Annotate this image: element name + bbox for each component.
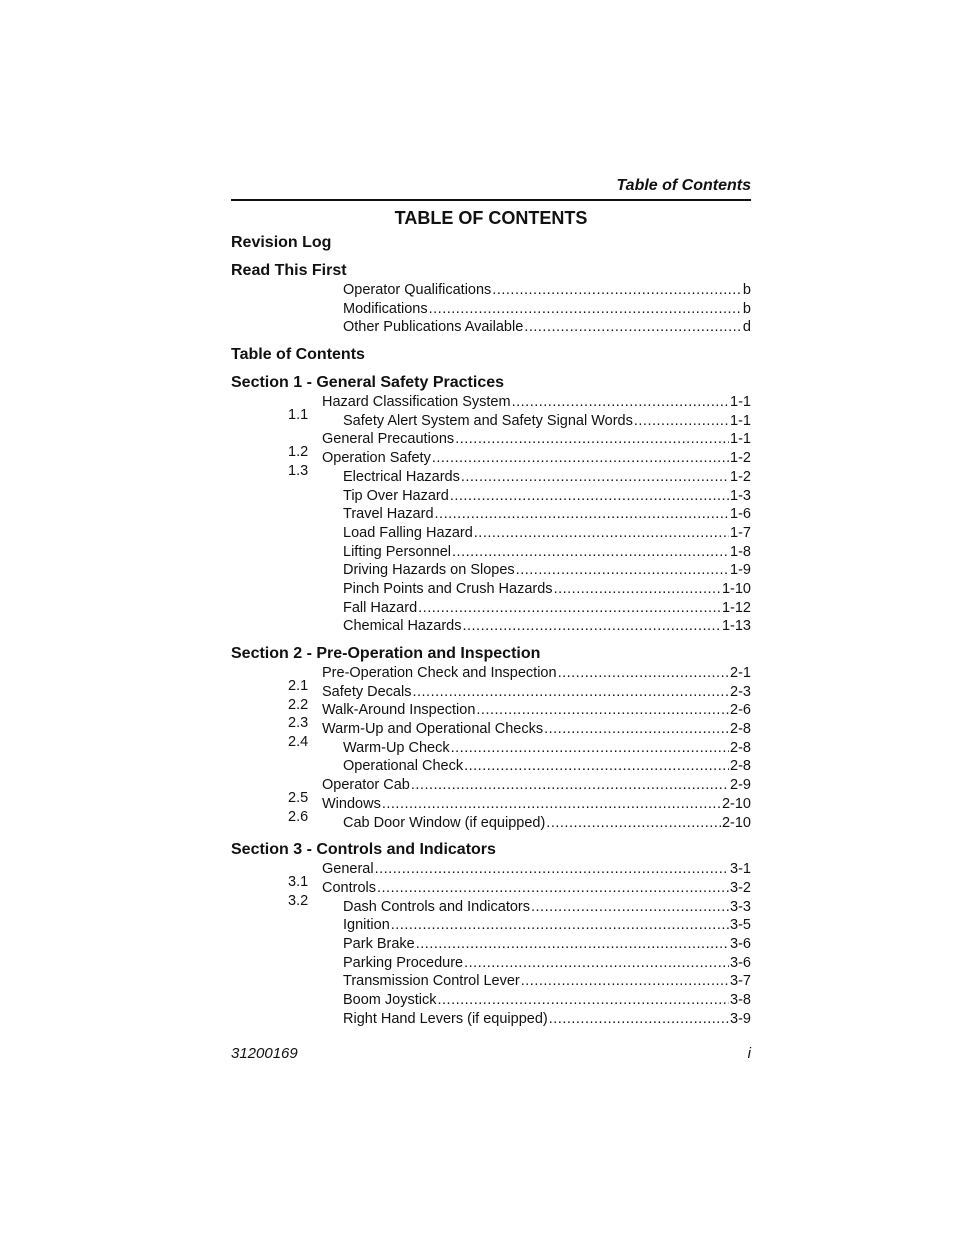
toc-entry-page: 1-1: [730, 412, 751, 429]
toc-entry-title: Transmission Control Lever: [343, 973, 520, 990]
document-number: 31200169: [231, 1045, 298, 1062]
toc-entry-title: Parking Procedure: [343, 954, 464, 971]
dot-leader: [391, 916, 729, 935]
dot-leader: [546, 814, 721, 833]
header-rule: [231, 199, 751, 201]
page-number: i: [747, 1045, 751, 1062]
toc-page: [231, 0, 751, 1235]
toc-entry-page: 1-13: [721, 618, 751, 635]
toc-entry-page: 1-2: [730, 468, 751, 485]
toc-entry-page: 2-8: [730, 721, 751, 738]
toc-entry-page: 1-3: [730, 487, 751, 504]
toc-group-heading[interactable]: Section 1 - General Safety Practices: [231, 374, 505, 392]
toc-entry[interactable]: [231, 318, 751, 337]
toc-entry[interactable]: [231, 561, 751, 580]
toc-entry-page: 1-6: [730, 506, 751, 523]
toc-entry-title: Dash Controls and Indicators: [343, 898, 530, 915]
toc-entry-page: 2-8: [730, 739, 751, 756]
dot-leader: [554, 580, 721, 599]
dot-leader: [464, 757, 729, 776]
toc-entry-title: Pinch Points and Crush Hazards: [343, 580, 553, 597]
toc-entry[interactable]: [231, 599, 751, 618]
toc-group-heading[interactable]: Revision Log: [231, 234, 332, 251]
toc-group: [231, 373, 751, 636]
toc-group-heading[interactable]: Read This First: [231, 262, 347, 279]
toc-entry-title: General Precautions: [322, 431, 455, 448]
toc-entry-page: 3-7: [730, 973, 751, 990]
dot-leader: [558, 664, 729, 683]
page-title: TABLE OF CONTENTS: [394, 208, 588, 228]
dot-leader: [437, 991, 729, 1010]
toc-entry-number: 1.3: [288, 463, 309, 480]
toc-entry-page: 2-6: [730, 702, 751, 719]
toc-entry-page: 1-8: [730, 543, 751, 560]
toc-entry[interactable]: [231, 954, 751, 973]
toc-entry-number: 3.1: [288, 874, 309, 891]
toc-entry-page: 3-8: [730, 992, 751, 1008]
toc-entry-number: 2.2: [288, 696, 309, 713]
toc-entry[interactable]: [231, 468, 751, 487]
toc-group: [231, 233, 751, 253]
toc-entry-page: 1-1: [730, 431, 751, 448]
toc-entry-number: 1.2: [288, 444, 309, 461]
dot-leader: [464, 954, 729, 973]
dot-leader: [411, 776, 729, 795]
toc-group-heading[interactable]: Table of Contents: [231, 346, 365, 364]
toc-entry[interactable]: [231, 814, 751, 833]
dot-leader: [492, 281, 742, 300]
toc-entry-title: Lifting Personnel: [343, 543, 452, 560]
toc-entry-title: Electrical Hazards: [343, 468, 460, 485]
toc-entry-page: 2-10: [721, 795, 751, 812]
toc-entry-page: 2-1: [730, 665, 751, 681]
dot-leader: [461, 468, 729, 487]
toc-entry-number: 1.1: [288, 407, 309, 424]
dot-leader: [462, 617, 721, 636]
dot-leader: [474, 524, 729, 543]
toc-group: [231, 840, 751, 1028]
toc-entry-number: 2.5: [288, 790, 309, 807]
dot-leader: [377, 879, 729, 898]
toc-entry-title: Controls: [322, 879, 376, 896]
toc-entry[interactable]: [231, 412, 751, 431]
toc-entry-title: Travel Hazard: [343, 506, 434, 523]
toc-entry-page: 2-10: [721, 814, 751, 831]
toc-entry-page: 3-3: [730, 898, 751, 915]
toc-entry-title: Load Falling Hazard: [343, 524, 473, 541]
toc-entry-title: Pre-Operation Check and Inspection: [322, 665, 557, 681]
toc-entry-page: b: [742, 282, 751, 298]
toc-entry-number: 2.6: [288, 808, 309, 825]
toc-entry-title: Boom Joystick: [343, 992, 437, 1008]
toc-entry[interactable]: [231, 757, 751, 776]
dot-leader: [416, 935, 729, 954]
dot-leader: [544, 720, 729, 739]
toc-content: [231, 207, 751, 1028]
dot-leader: [375, 860, 729, 879]
toc-entry[interactable]: [231, 916, 751, 935]
toc-entry-title: Operator Qualifications: [343, 282, 492, 298]
dot-leader: [382, 795, 721, 814]
toc-entry-page: 1-12: [721, 599, 751, 616]
dot-leader: [476, 701, 729, 720]
dot-leader: [516, 561, 729, 580]
dot-leader: [549, 1010, 729, 1029]
toc-entry[interactable]: [231, 543, 751, 562]
toc-entry-page: 1-9: [730, 562, 751, 579]
toc-entry-page: b: [742, 300, 751, 317]
toc-entry-page: 3-9: [730, 1010, 751, 1027]
toc-entry[interactable]: [231, 281, 751, 300]
toc-entry-title: Safety Decals: [322, 683, 412, 700]
dot-leader: [634, 412, 729, 431]
toc-entry-page: 3-5: [730, 917, 751, 934]
toc-entry-title: Operation Safety: [322, 450, 431, 467]
dot-leader: [451, 739, 729, 758]
toc-group-heading[interactable]: Section 2 - Pre-Operation and Inspection: [231, 645, 541, 662]
toc-entry-title: Walk-Around Inspection: [322, 702, 476, 719]
toc-entry-title: Chemical Hazards: [343, 618, 462, 635]
toc-entry-page: 1-2: [730, 450, 751, 467]
toc-entry[interactable]: [231, 617, 751, 636]
toc-entry-number: 2.1: [288, 678, 309, 694]
dot-leader: [452, 543, 729, 562]
toc-entry-title: Operator Cab: [322, 777, 410, 794]
toc-entry-page: 1-1: [730, 394, 751, 411]
dot-leader: [531, 898, 729, 917]
toc-entry-page: 1-7: [730, 524, 751, 541]
toc-entry-page: 2-3: [730, 683, 751, 700]
dot-leader: [429, 300, 742, 319]
dot-leader: [521, 972, 729, 991]
toc-entry[interactable]: [231, 935, 751, 954]
toc-entry-title: Warm-Up and Operational Checks: [322, 721, 544, 738]
toc-entry[interactable]: [231, 524, 751, 543]
toc-entry-page: 3-6: [730, 935, 751, 952]
toc-entry-title: Hazard Classification System: [322, 394, 511, 411]
toc-entry[interactable]: [231, 505, 751, 524]
toc-entry-title: Safety Alert System and Safety Signal Words: [343, 412, 633, 429]
toc-entry-title: Windows: [322, 795, 381, 812]
toc-group: [231, 261, 751, 337]
toc-entry[interactable]: [231, 991, 751, 1010]
dot-leader: [435, 505, 730, 524]
toc-entry-title: Fall Hazard: [343, 599, 418, 616]
toc-entry-page: 3-6: [730, 954, 751, 971]
toc-entry-title: Ignition: [343, 917, 390, 934]
toc-entry-page: 2-9: [730, 777, 751, 794]
toc-entry-number: 3.2: [288, 892, 309, 909]
dot-leader: [524, 318, 742, 337]
toc-entry[interactable]: [231, 1010, 751, 1029]
toc-entry-title: Warm-Up Check: [343, 739, 450, 756]
toc-entry-page: 3-2: [730, 879, 751, 896]
toc-entry[interactable]: [231, 898, 751, 917]
toc-group: [231, 345, 751, 365]
toc-entry-title: Right Hand Levers (if equipped): [343, 1010, 548, 1027]
toc-group-heading[interactable]: Section 3 - Controls and Indicators: [231, 841, 496, 859]
dot-leader: [432, 449, 729, 468]
toc-entry[interactable]: [231, 487, 751, 506]
dot-leader: [412, 683, 729, 702]
toc-entry[interactable]: [231, 300, 751, 319]
page-footer: [231, 1045, 751, 1062]
toc-entry-title: Park Brake: [343, 935, 415, 952]
dot-leader: [450, 487, 729, 506]
toc-entry-number: 2.3: [288, 715, 309, 732]
toc-entry-title: Driving Hazards on Slopes: [343, 562, 515, 579]
toc-entry[interactable]: [231, 972, 751, 991]
toc-entry-number: 2.4: [288, 734, 309, 751]
toc-entry[interactable]: [231, 580, 751, 599]
toc-entry-page: d: [742, 319, 751, 336]
toc-entry-page: 3-1: [730, 861, 751, 878]
dot-leader: [455, 430, 729, 449]
running-header: Table of Contents: [616, 177, 751, 194]
dot-leader: [418, 599, 721, 618]
toc-entry-title: Operational Check: [343, 758, 464, 775]
toc-entry-title: Modifications: [343, 300, 428, 317]
dot-leader: [512, 393, 729, 412]
toc-group: [231, 644, 751, 832]
toc-entry-title: General: [322, 861, 374, 878]
toc-entry-title: Other Publications Available: [343, 319, 524, 336]
toc-groups: [231, 233, 751, 1028]
toc-entry-page: 1-10: [721, 580, 751, 597]
toc-entry-title: Tip Over Hazard: [343, 487, 449, 504]
toc-entry-title: Cab Door Window (if equipped): [343, 814, 546, 831]
toc-entry[interactable]: [231, 739, 751, 758]
toc-entry-page: 2-8: [730, 758, 751, 775]
